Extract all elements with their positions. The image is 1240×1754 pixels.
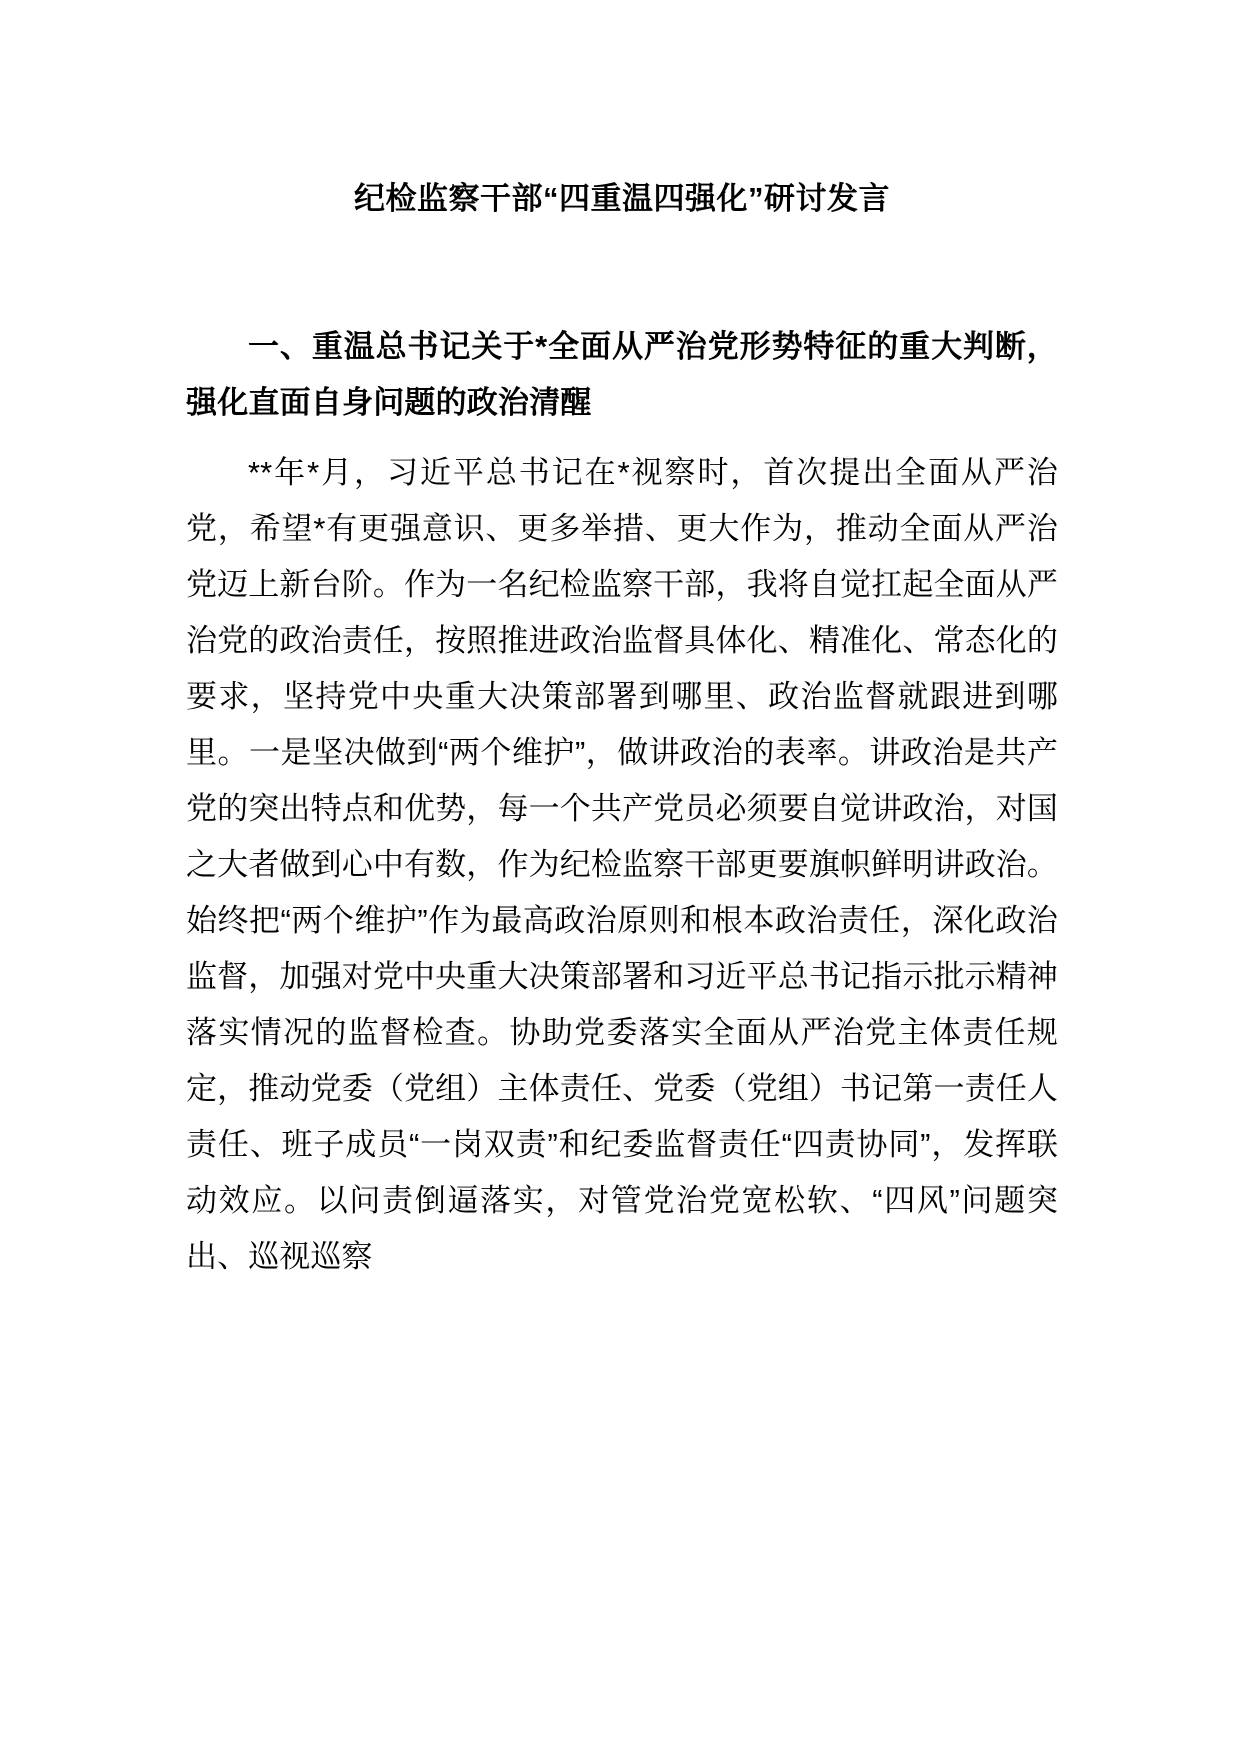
page-title: 纪检监察干部“四重温四强化”研讨发言 <box>354 181 890 216</box>
section-paragraph-1: **年*月，习近平总书记在*视察时，首次提出全面从严治党，希望*有更强意识、更多举措、更大作为，推动全面从严治党迈上新台阶。作为一名纪检监察干部，我将自觉扛起全面从严治党的政治责任，按照推进政治监督具体化、精准化、常态化的要求，坚持党中央重大决策部署到哪里、政治监督就跟进到哪里。一是坚决做到“两个维护”，做讲政治的表率。讲政治是共产党的突出特点和优势，每一个共产党员必须要自觉讲政治，对国之大者做到心中有数，作为纪检监察干部更要旗帜鲜明讲政治。始终把“两个维护”作为最高政治原则和根本政治责任，深化政治监督，加强对党中央重大决策部署和习近平总书记指示批示精神落实情况的监督检查。协助党委落实全面从严治党主体责任规定，推动党委（党组）主体责任、党委（党组）书记第一责任人责任、班子成员“一岗双责”和纪委监督责任“四责协同”，发挥联动效应。以问责倒逼落实，对管党治党宽松软、“四风”问题突出、巡视巡察 <box>186 454 1058 1274</box>
page-content <box>186 0 1058 1285</box>
section-heading-1: 一、重温总书记关于*全面从严治党形势特征的重大判断，强化直面自身问题的政治清醒 <box>186 328 1058 420</box>
